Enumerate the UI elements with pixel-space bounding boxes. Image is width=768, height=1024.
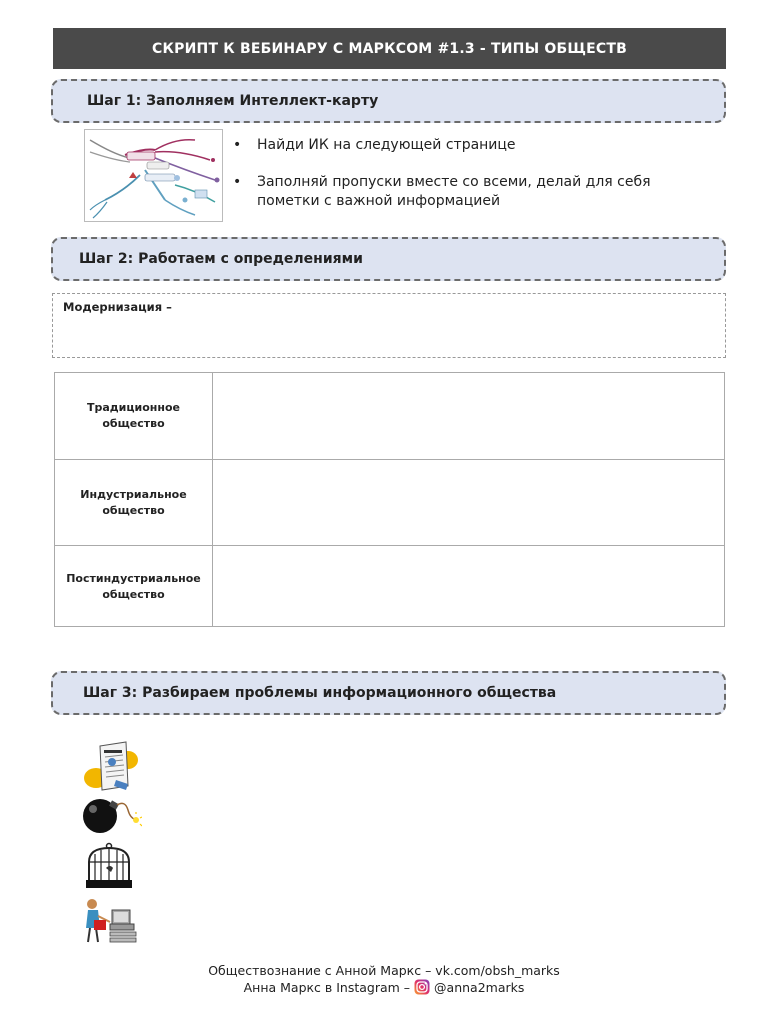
bomb-icon — [80, 796, 142, 836]
instruction-item: • Заполняй пропуски вместе со всеми, делай для себя пометки с важной информацией — [233, 173, 713, 211]
definition-field[interactable] — [52, 293, 726, 358]
person-computer-icon — [80, 896, 140, 946]
footer-line-vk: Обществознание с Анной Маркс – vk.com/obsh_marks — [208, 963, 560, 978]
footer-instagram-handle: @anna2marks — [434, 980, 525, 995]
row-label: Традиционное общество — [55, 373, 213, 459]
table-row — [55, 546, 724, 627]
society-types-table — [54, 372, 725, 627]
footer-instagram-prefix: Анна Маркс в Instagram – — [243, 980, 411, 995]
row-label: Постиндустриальное общество — [55, 546, 213, 627]
table-row — [55, 460, 724, 546]
mindmap-thumbnail — [84, 129, 223, 222]
step3-title: Шаг 3: Разбираем проблемы информационного общества — [83, 685, 557, 701]
step1-title: Шаг 1: Заполняем Интеллект-карту — [87, 93, 379, 109]
footer — [0, 963, 768, 996]
footer-line-instagram — [0, 979, 768, 996]
mindmap-icon — [85, 130, 222, 221]
document-icon — [82, 740, 140, 792]
step1-instructions — [233, 136, 713, 229]
step2-title: Шаг 2: Работаем с определениями — [79, 251, 363, 267]
row-label: Индустриальное общество — [55, 460, 213, 545]
definition-label: Модернизация – — [63, 300, 172, 314]
step2-header — [51, 237, 726, 281]
step1-header — [51, 79, 726, 123]
birdcage-icon — [84, 842, 134, 890]
table-row — [55, 373, 724, 460]
instruction-item: • Найди ИК на следующей странице — [233, 136, 713, 155]
page-title: СКРИПТ К ВЕБИНАРУ С МАРКСОМ #1.3 - ТИПЫ ОБЩЕСТВ — [53, 28, 726, 69]
step3-header — [51, 671, 726, 715]
instagram-icon — [414, 979, 430, 995]
